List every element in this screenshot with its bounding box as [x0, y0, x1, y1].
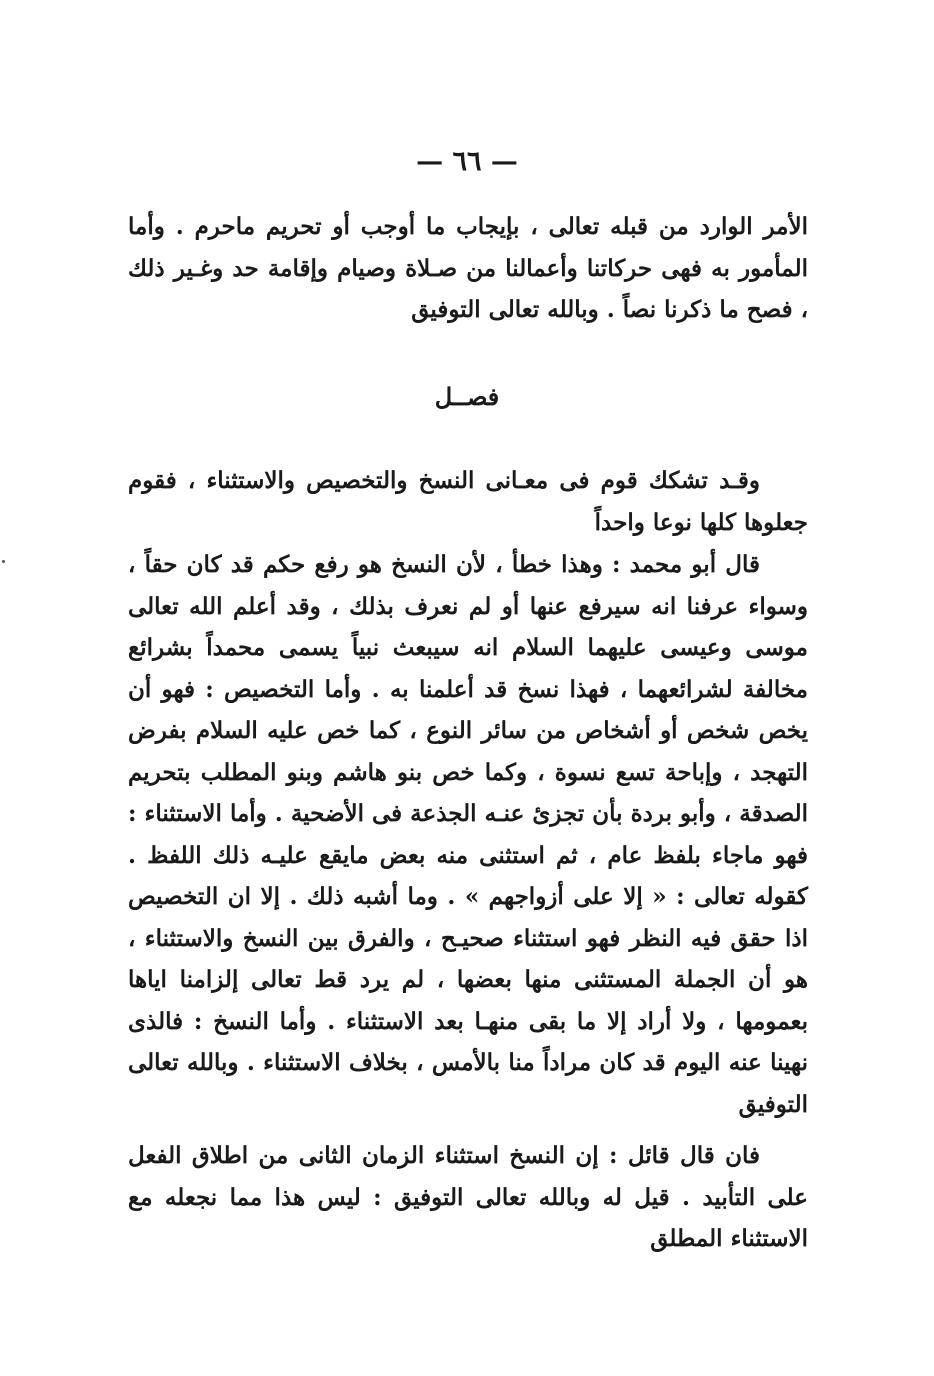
paragraph-text: وقـد تشكك قوم فى معـانى النسخ والتخصيص والاستثناء ، فقوم جعلوها كلها نوعا واحداً: [128, 467, 808, 536]
paragraph-abu-muhammad: [128, 544, 808, 1125]
paragraph-intro-continuation: [128, 206, 808, 331]
scan-speck: [2, 560, 5, 563]
paragraph-text: الأمر الوارد من قبله تعالى ، بإيجاب ما أوجب أو تحريم ماحرم . وأما المأمور به فهى حركاتنا وأعمالنا من صـلاة وصيام وإقامة حد وغـير ذلك ، فصح ما ذكرنا نصاً . وبالله تعالى التوفيق: [128, 213, 808, 323]
paragraph-text: قال أبو محمد : وهذا خطأ ، لأن النسخ هو رفع حكم قد كان حقاً ، وسواء عرفنا انه سيرفع عنها أو لم نعرف بذلك ، وقد أعلم الله تعالى موسى وعيسى عليهما السلام انه سيبعث نبياً يسمى محمداً بشرائع مخالفة لشرائعهما ، فهذا نسخ قد أعلمنا به . وأما التخصيص : فهو أن يخص شخص أو أشخاص من سائر النوع ، كما خص عليه السلام بفرض التهجد ، وإباحة تسع نسوة ، وكما خص بنو هاشم وبنو المطلب بتحريم الصدقة ، وأبو بردة بأن تجزئ عنـه الجذعة فى الأضحية . وأما الاستثناء : فهو ماجاء بلفظ عام ، ثم استثنى منه بعض مايقع عليـه ذلك اللفظ . كقوله تعالى : « إلا على أزواجهم » . وما أشبه ذلك . إلا ان التخصيص اذا حقق فيه النظر فهو استثناء صحيـح ، والفرق بين النسخ والاستثناء ، هو أن الجملة المستثنى منها بعضها ، لم يرد قط تعالى إلزامنا اياها بعمومها ، ولا أراد إلا ما بقى منهـا بعد الاستثناء . وأما النسخ : فالذى نهينا عنه اليوم قد كان مراداً منا بالأمس ، بخلاف الاستثناء . وبالله تعالى التوفيق: [128, 551, 808, 1118]
section-heading: فصــل: [434, 382, 500, 411]
paragraph-objection: [128, 1135, 808, 1260]
page-number: — ٦٦ —: [416, 146, 518, 177]
paragraph-text: فان قال قائل : إن النسخ استثناء الزمان الثانى من اطلاق الفعل على التأبيد . قيل له وبالله تعالى التوفيق : ليس هذا مما نجعله مع الاستثناء المطلق: [128, 1142, 808, 1252]
paragraph-doubt: [128, 460, 808, 543]
